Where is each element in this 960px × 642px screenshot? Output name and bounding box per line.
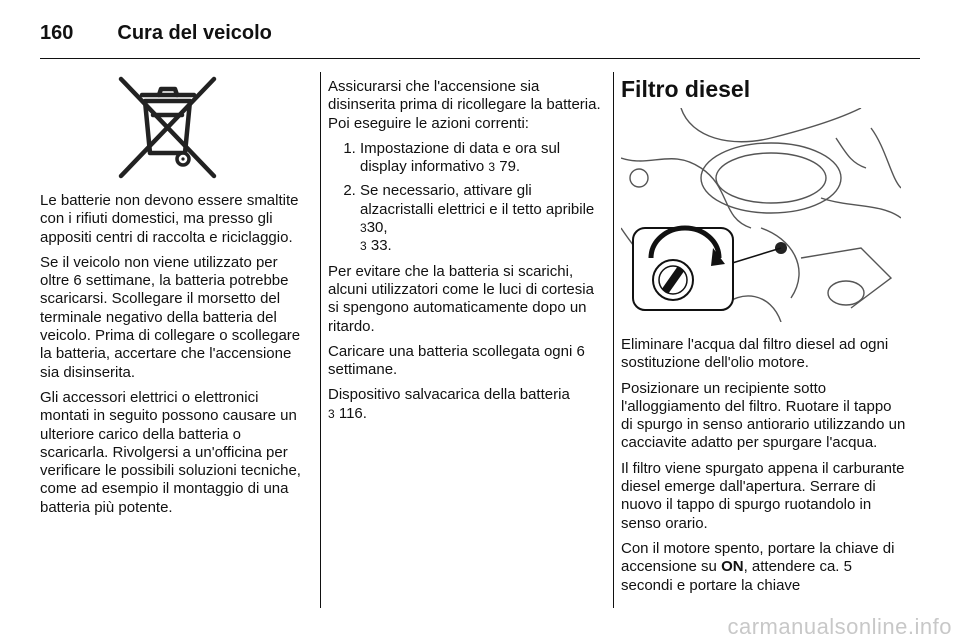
page-header [40,16,272,50]
list-item: 1. Impostazione di data e ora sul display informativo 3 79. [360,140,608,177]
page-reference[interactable]: 30, [366,219,388,237]
page-reference[interactable]: 116. [338,404,367,422]
paragraph: Le batterie non devono essere smaltite con i rifiuti domestici, ma presso gli appositi centri di raccolta e riciclaggio. [40,192,299,246]
page-number: 160 [40,21,74,44]
paragraph: Il filtro viene spurgato appena il carburante diesel emerge dall'apertura. Serrare di nuovo il tappo di spurgo ruotandolo in senso orario. [621,459,905,532]
watermark: carmanualsonline.info [727,614,952,639]
action-list [328,140,608,256]
reference-arrow-icon: 3 [488,160,496,175]
header-rule [40,58,920,59]
column-divider-1 [320,72,321,608]
column-3 [621,336,906,602]
paragraph: Gli accessori elettrici o elettronici montati in seguito possono causare un ulteriore carico della batteria o scaricarla. Rivolgersi a un'officina per verificare le possibili soluzioni tecniche, come ad esempio il montaggio di una batteria più potente. [40,388,301,516]
paragraph: Dispositivo salvacarica della batteria 3 116. [328,386,570,422]
column-divider-2 [613,72,614,608]
page-reference[interactable]: 33. [370,237,392,255]
paragraph: Caricare una batteria scollegata ogni 6 settimane. [328,342,585,379]
list-item: 2. Se necessario, attivare gli alzacristalli elettrici e il tetto apribile 330, 3 33. [360,182,608,255]
diesel-filter-drain-illustration [621,108,901,322]
crossed-out-wheelie-bin-icon [115,75,220,180]
paragraph: Posizionare un recipiente sotto l'alloggiamento del filtro. Ruotare il tappo di spurgo in senso antiorario utilizzando un cacciavite adatto per spurgare l'acqua. [621,379,906,452]
page-reference[interactable]: 79. [499,158,521,176]
paragraph: Se il veicolo non viene utilizzato per oltre 6 settimane, la batteria potrebbe scaricarsi. Scollegare il morsetto del terminale negativo della batteria del veicolo. Prima di collegare o scollegare la batteria, accertare che l'accensione sia disinserita. [40,253,301,381]
paragraph: Con il motore spento, portare la chiave di accensione su ON, attendere ca. 5 secondi e portare la chiave [621,539,895,594]
reference-arrow-icon: 3 [360,239,367,254]
section-heading: Filtro diesel [621,76,751,102]
column-1 [40,192,306,524]
paragraph: Per evitare che la batteria si scarichi, alcuni utilizzatori come le luci di cortesia si spengono automaticamente dopo un ritardo. [328,262,594,335]
paragraph: Eliminare l'acqua dal filtro diesel ad ogni sostituzione dell'olio motore. [621,336,889,372]
reference-arrow-icon: 3 [328,406,335,421]
paragraph: Assicurarsi che l'accensione sia disinserita prima di ricollegare la batteria. Poi eseguire le azioni correnti: [328,78,601,132]
column-2 [328,78,608,430]
key-position-on: ON [721,558,744,576]
section-title: Cura del veicolo [117,21,272,44]
reference-arrow-icon: 3 [360,221,367,236]
